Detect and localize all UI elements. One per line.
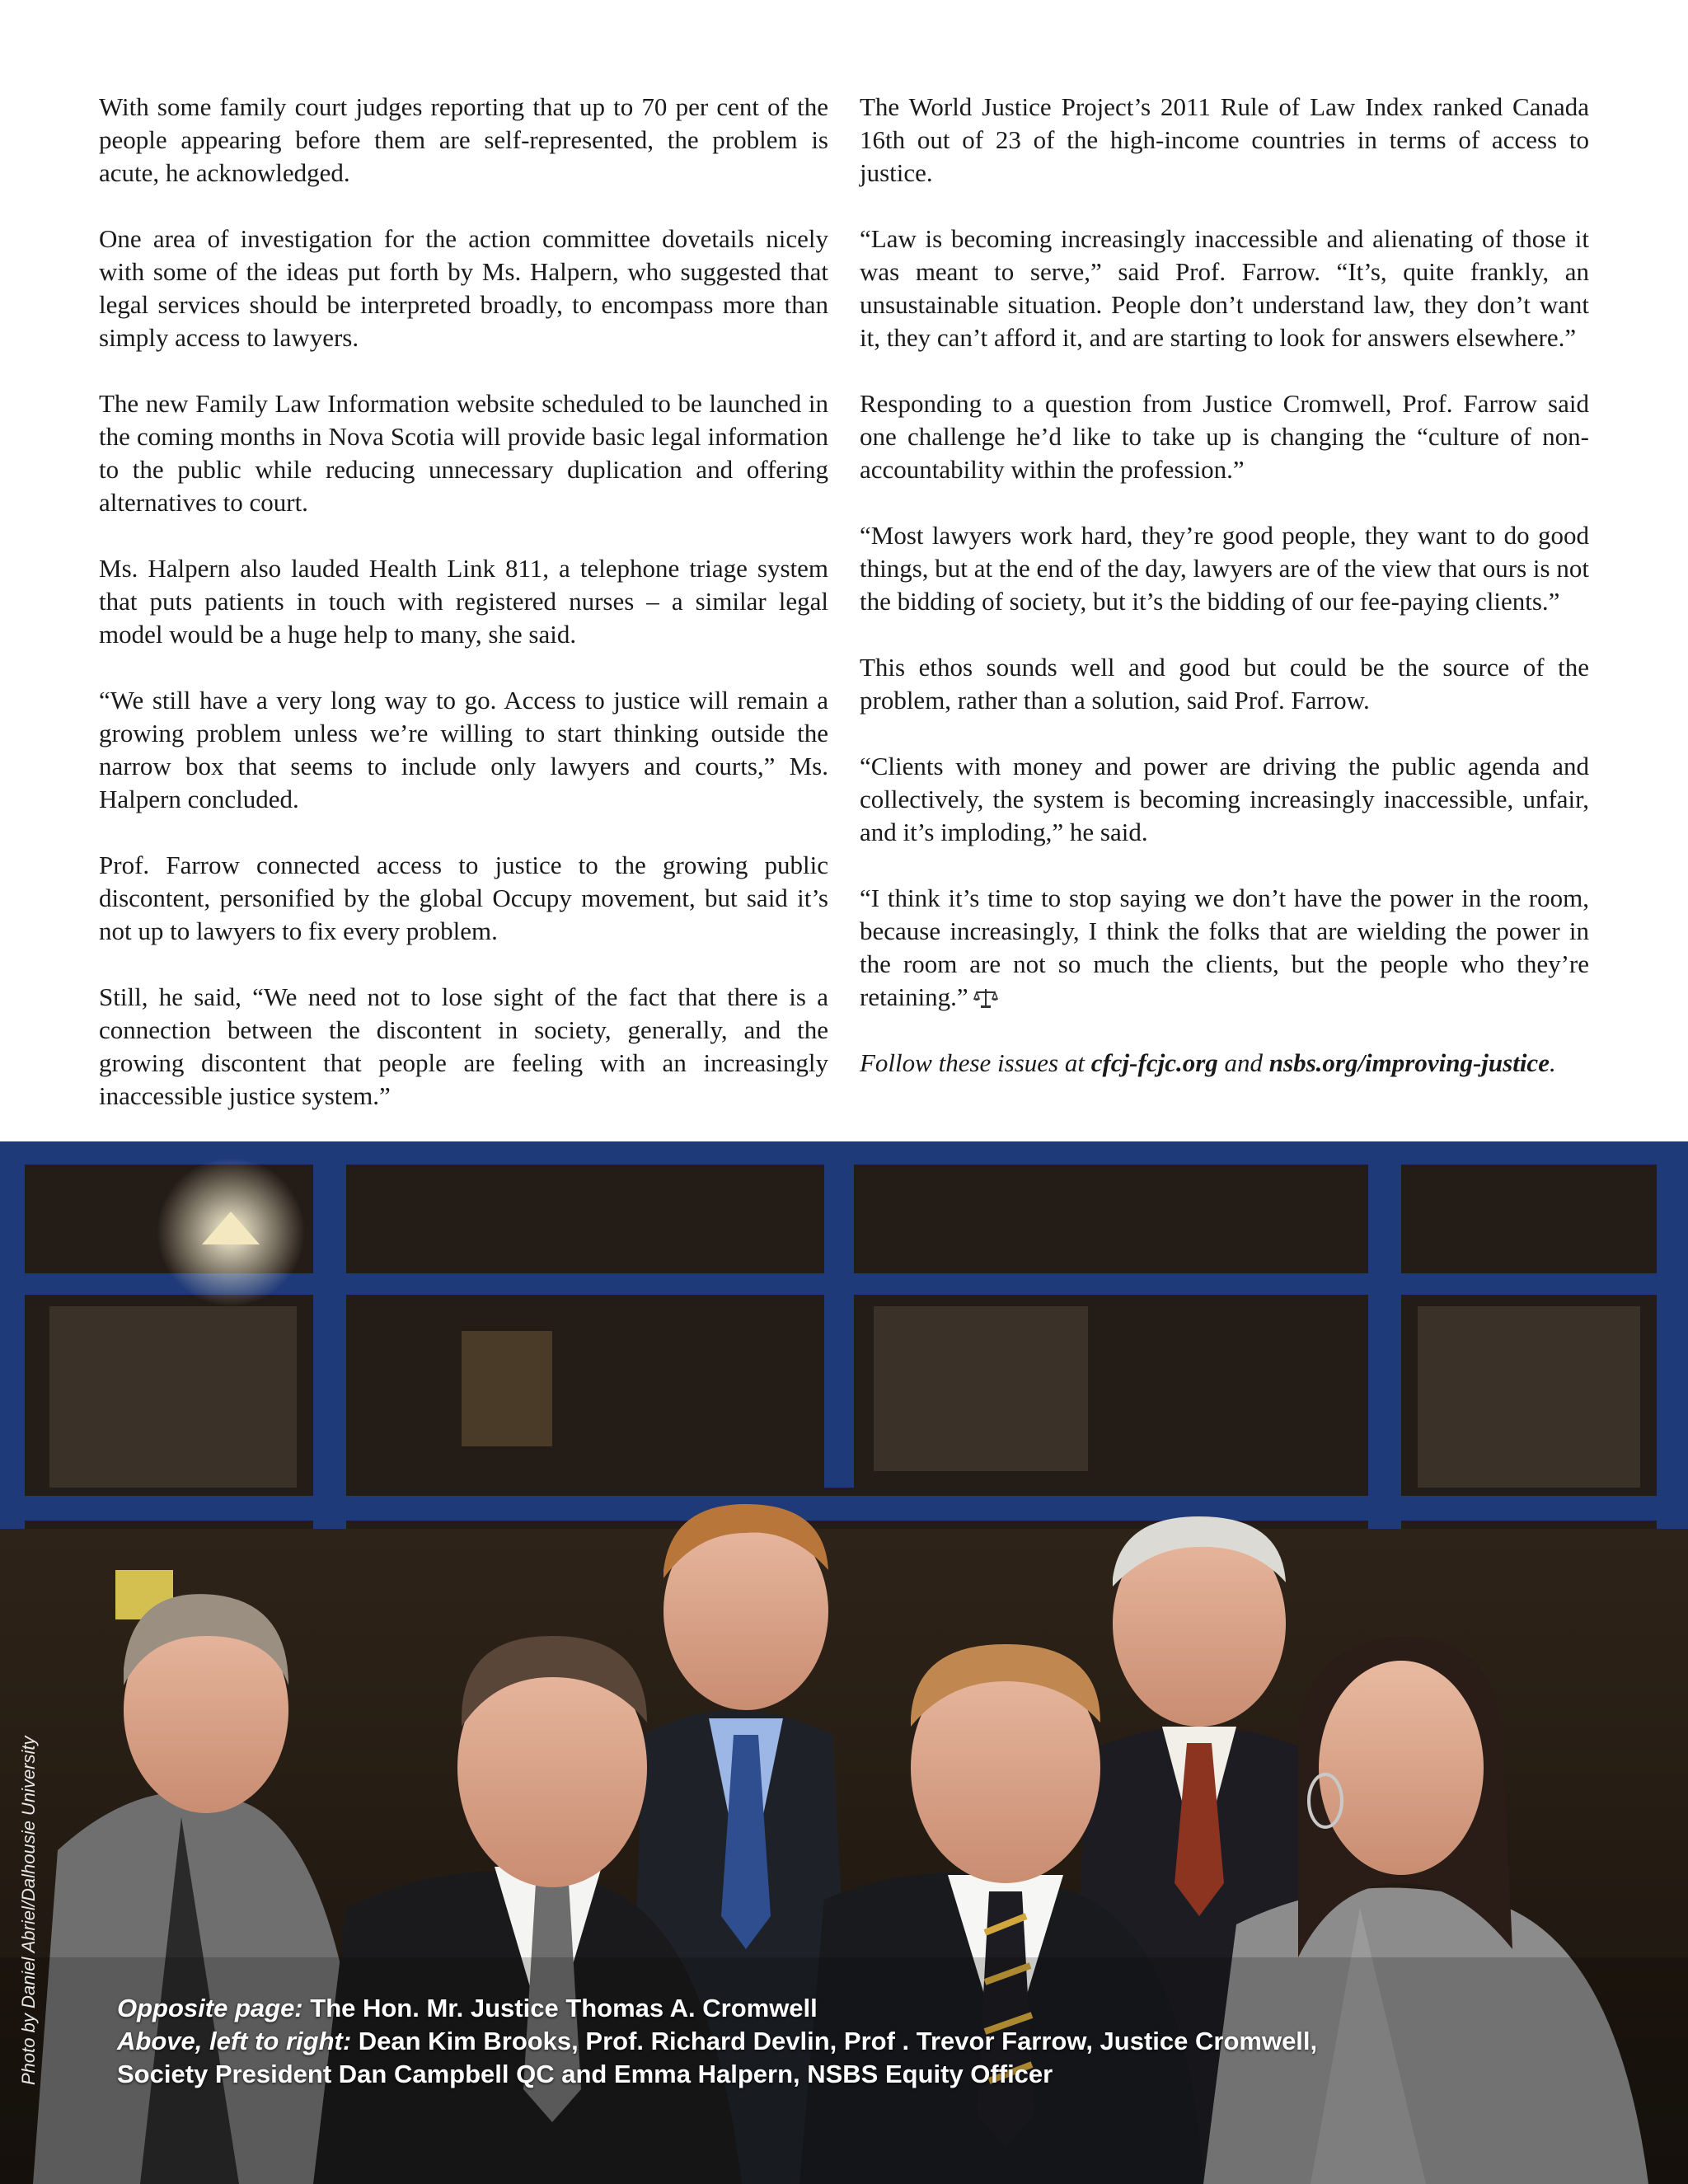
paragraph-text: “I think it’s time to stop saying we don’t have the power in the room, because increasingly, I think the folks that are wielding the power in the room are not so much the clients, but the people who they’re retaining.” — [860, 883, 1589, 1011]
caption-line-1 — [117, 1992, 1317, 2025]
caption-text: Dean Kim Brooks, Prof. Richard Devlin, Prof . Trevor Farrow, Justice Cromwell, — [351, 2027, 1318, 2055]
paragraph: One area of investigation for the action committee dovetails nicely with some of the ideas put forth by Ms. Halpern, who suggested that legal services should be interpreted broadly, to encompass more than simply access to lawyers. — [99, 224, 828, 352]
paragraph: Prof. Farrow connected access to justice to the growing public discontent, personified by the global Occupy movement, but said it’s not up to lawyers to fix every problem. — [99, 851, 828, 945]
paragraph: “Clients with money and power are driving the public agenda and collectively, the system is becoming increasingly inaccessible, unfair, and it’s imploding,” he said. — [860, 752, 1589, 846]
paragraph: Ms. Halpern also lauded Health Link 811, a telephone triage system that puts patients in touch with registered nurses – a similar legal model would be a huge help to many, she said. — [99, 554, 828, 649]
link-cfcj[interactable]: cfcj-fcjc.org — [1090, 1048, 1218, 1077]
caption-line-2 — [117, 2025, 1317, 2058]
right-column — [860, 91, 1589, 1113]
article-body — [99, 91, 1589, 1121]
follow-suffix: . — [1549, 1048, 1556, 1077]
paragraph: This ethos sounds well and good but could be the source of the problem, rather than a solution, said Prof. Farrow. — [860, 653, 1589, 715]
paragraph: Responding to a question from Justice Cromwell, Prof. Farrow said one challenge he’d like to take up is changing the “culture of non-accountability within the profession.” — [860, 389, 1589, 484]
paragraph: “Law is becoming increasingly inaccessible and alienating of those it was meant to serve,” said Prof. Farrow. “It’s, quite frankly, an unsustainable situation. People don’t understand law, they don’t want it, they can’t afford it, and are starting to look for answers elsewhere.” — [860, 224, 1589, 352]
caption-label: Opposite page: — [117, 1994, 303, 2022]
photo-caption — [117, 1992, 1317, 2091]
paragraph: With some family court judges reporting that up to 70 per cent of the people appearing before them are self-represented, the problem is acute, he acknowledged. — [99, 92, 828, 187]
caption-line-3: Society President Dan Campbell QC and Emma Halpern, NSBS Equity Officer — [117, 2060, 1053, 2088]
caption-label: Above, left to right: — [117, 2027, 352, 2055]
left-column — [99, 91, 828, 1146]
follow-prefix: Follow these issues at — [860, 1048, 1091, 1077]
paragraph: The new Family Law Information website scheduled to be launched in the coming months in Nova Scotia will provide basic legal information to the public while reducing unnecessary duplication and offering alternatives to court. — [99, 389, 828, 517]
caption-text: The Hon. Mr. Justice Thomas A. Cromwell — [302, 1994, 818, 2022]
follow-line — [860, 1047, 1589, 1080]
link-nsbs[interactable]: nsbs.org/improving-justice — [1268, 1048, 1550, 1077]
scales-of-justice-icon — [973, 984, 998, 1005]
follow-middle: and — [1217, 1048, 1269, 1077]
paragraph: Still, he said, “We need not to lose sight of the fact that there is a connection between the discontent in society, generally, and the growing discontent that people are feeling with an increasingly inaccessible justice system.” — [99, 982, 828, 1110]
paragraph: “Most lawyers work hard, they’re good people, they want to do good things, but at the end of the day, lawyers are of the view that ours is not the bidding of society, but it’s the bidding of our fee-paying clients.” — [860, 521, 1589, 616]
paragraph — [860, 882, 1589, 1014]
paragraph: The World Justice Project’s 2011 Rule of Law Index ranked Canada 16th out of 23 of the high-income countries in terms of access to justice. — [860, 92, 1589, 187]
paragraph: “We still have a very long way to go. Access to justice will remain a growing problem unless we’re willing to start thinking outside the narrow box that seems to include only lawyers and courts,” Ms. Halpern concluded. — [99, 686, 828, 813]
photo-credit: Photo by Daniel Abriel/Dalhousie University — [18, 1736, 39, 2085]
